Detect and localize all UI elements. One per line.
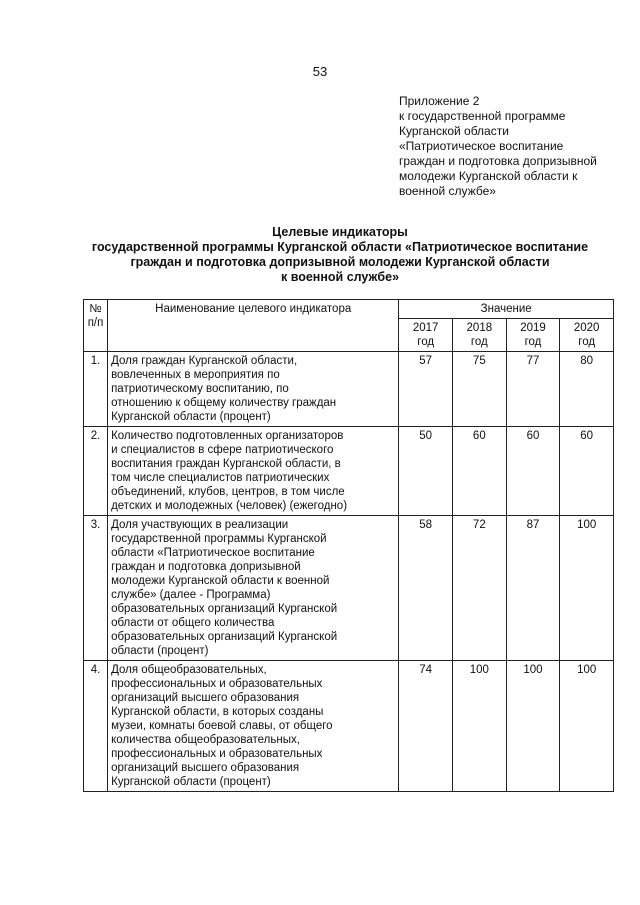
page-number: 53 (312, 64, 328, 79)
name-line: Курганской области (процент) (111, 776, 271, 788)
value-2019: 87 (506, 516, 560, 661)
table-row (84, 661, 614, 792)
name-line: образовательных организаций Курганской (111, 631, 338, 643)
name-line: детских и молодежных (человек) (ежегодно) (111, 500, 348, 512)
row-number: 3. (84, 516, 108, 661)
value-2020: 100 (560, 516, 614, 661)
appendix-line: Курганской области (399, 124, 509, 138)
appendix-block (399, 94, 629, 199)
name-line: образовательных организаций Курганской (111, 603, 338, 615)
value-2017: 74 (399, 661, 453, 792)
table-row (84, 427, 614, 516)
row-indicator-name (108, 661, 399, 792)
appendix-line: молодежи Курганской области к (399, 169, 578, 183)
name-line: вовлеченных в мероприятия по (111, 369, 280, 381)
row-indicator-name (108, 427, 399, 516)
header-year-2019 (506, 319, 560, 352)
name-line: области от общего количества (111, 617, 275, 629)
title-line: Целевые индикаторы (272, 225, 408, 239)
header-year-2017 (399, 319, 453, 352)
title-line: к военной службе» (280, 270, 400, 284)
value-2019: 60 (506, 427, 560, 516)
row-number: 1. (84, 352, 108, 427)
year-unit: год (524, 336, 542, 348)
name-line: Количество подготовленных организаторов (111, 430, 344, 442)
year-label: 2019 (520, 322, 546, 334)
row-number: 2. (84, 427, 108, 516)
value-2019: 77 (506, 352, 560, 427)
name-line: Доля граждан Курганской области, (111, 355, 298, 367)
year-label: 2018 (466, 322, 493, 334)
year-unit: год (417, 336, 435, 348)
value-2018: 75 (453, 352, 507, 427)
appendix-line: военной службе» (399, 184, 496, 198)
value-2018: 100 (453, 661, 507, 792)
value-2020: 80 (560, 352, 614, 427)
value-2018: 72 (453, 516, 507, 661)
name-line: государственной программы Курганской (111, 533, 327, 545)
row-number: 4. (84, 661, 108, 792)
name-line: количества общеобразовательных, (111, 734, 300, 746)
name-line: Доля участвующих в реализации (111, 519, 289, 531)
year-unit: год (470, 336, 488, 348)
value-2019: 100 (506, 661, 560, 792)
name-line: профессиональных и образовательных (111, 678, 323, 690)
header-indicator-name: Наименование целевого индикатора (108, 300, 399, 352)
value-2017: 58 (399, 516, 453, 661)
row-indicator-name (108, 352, 399, 427)
table-row (84, 352, 614, 427)
header-year-2018 (453, 319, 507, 352)
name-line: молодежи Курганской области к военной (111, 575, 330, 587)
name-line: граждан и подготовка допризывной (111, 561, 301, 573)
value-2017: 57 (399, 352, 453, 427)
name-line: организаций высшего образования (111, 762, 300, 774)
table-row (84, 516, 614, 661)
header-number: № п/п (84, 300, 108, 352)
row-indicator-name (108, 516, 399, 661)
appendix-line: «Патриотическое воспитание (399, 139, 564, 153)
title-line: государственной программы Курганской области «Патриотическое воспитание (91, 240, 589, 254)
year-label: 2017 (412, 322, 439, 334)
indicators-table (83, 299, 614, 792)
year-unit: год (578, 336, 596, 348)
value-2018: 60 (453, 427, 507, 516)
appendix-line: Приложение 2 (399, 94, 480, 108)
appendix-line: граждан и подготовка допризывной (399, 154, 597, 168)
name-line: объединений, клубов, центров, в том числе (111, 486, 345, 498)
appendix-line: к государственной программе (399, 109, 566, 123)
value-2020: 100 (560, 661, 614, 792)
year-label: 2020 (573, 322, 600, 334)
name-line: и специалистов в сфере патриотического (111, 444, 334, 456)
header-year-2020 (560, 319, 614, 352)
name-line: Доля общеобразовательных, (111, 664, 267, 676)
name-line: том числе специалистов патриотических (111, 472, 330, 484)
name-line: отношению к общему количеству граждан (111, 397, 337, 409)
name-line: Курганской области, в которых созданы (111, 706, 324, 718)
name-line: воспитания граждан Курганской области, в (111, 458, 341, 470)
name-line: организаций высшего образования (111, 692, 300, 704)
value-2020: 60 (560, 427, 614, 516)
name-line: Курганской области (процент) (111, 411, 271, 423)
name-line: профессиональных и образовательных (111, 748, 323, 760)
name-line: области «Патриотическое воспитание (111, 547, 315, 559)
title-line: граждан и подготовка допризывной молодежи Курганской области (130, 255, 550, 269)
name-line: области (процент) (111, 645, 209, 657)
document-title (60, 225, 620, 285)
name-line: музеи, комнаты боевой славы, от общего (111, 720, 333, 732)
header-value: Значение (399, 300, 614, 319)
name-line: патриотическому воспитанию, по (111, 383, 289, 395)
value-2017: 50 (399, 427, 453, 516)
name-line: службе» (далее - Программа) (111, 589, 271, 601)
